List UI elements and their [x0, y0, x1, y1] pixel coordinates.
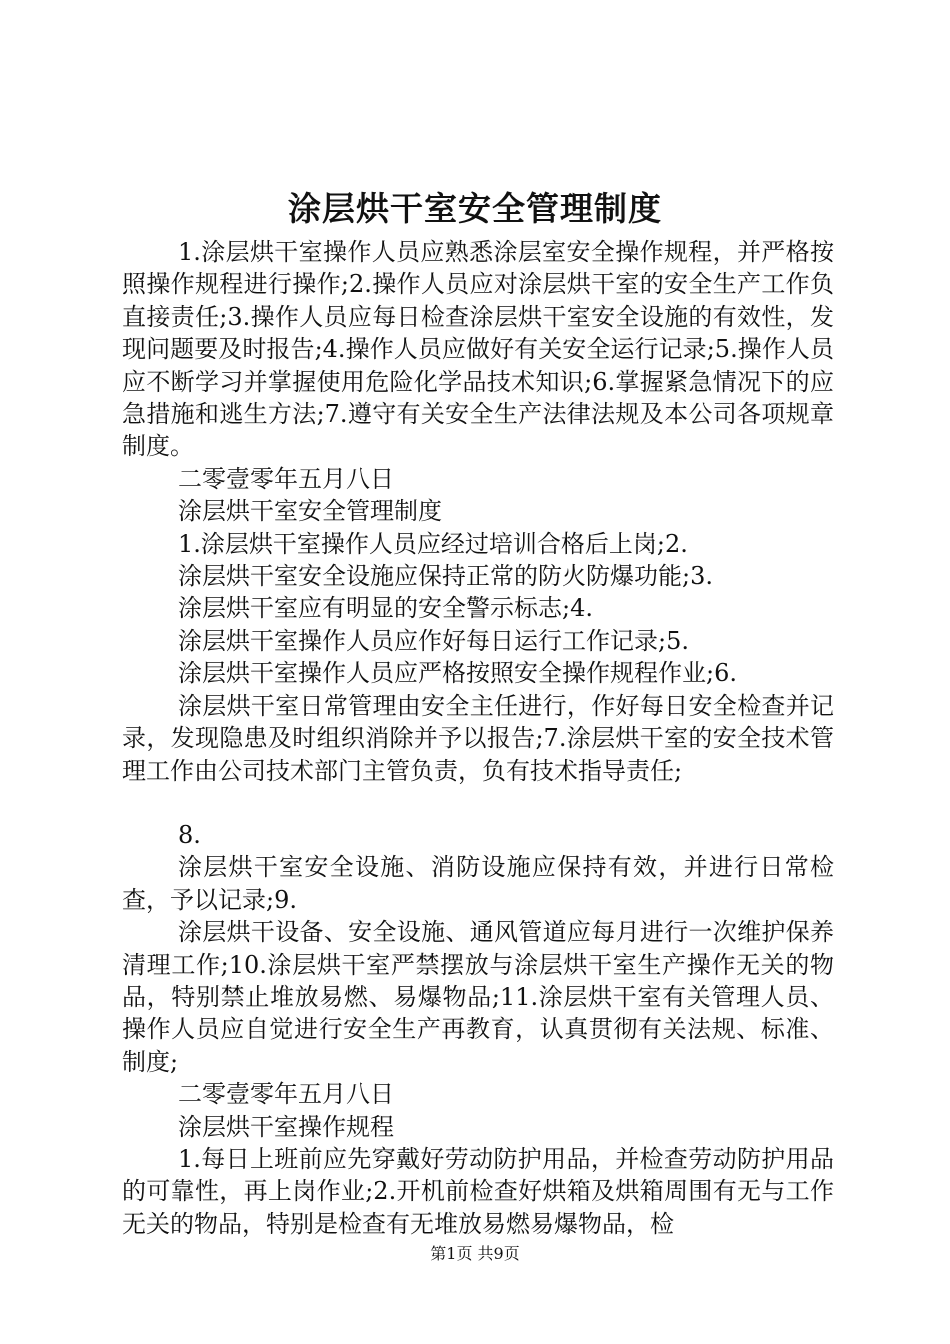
date-line: 二零壹零年五月八日	[178, 1080, 394, 1109]
rule-line: 涂层烘干室操作人员应严格按照安全操作规程作业;6.	[178, 659, 737, 688]
paragraph-maintenance: 涂层烘干设备、安全设施、通风管道应每月进行一次维护保养清理工作;10.涂层烘干室严禁摆放与涂层烘干室生产操作无关的物品，特别禁止堆放易燃、易爆物品;11.涂层烘干室有关管理人员、操作人员应自觉进行安全生产再教育，认真贯彻有关法规、标准、制度;	[122, 918, 834, 1076]
rule-line: 8.	[178, 820, 201, 849]
rule-line: 涂层烘干室安全设施应保持正常的防火防爆功能;3.	[178, 562, 713, 591]
document-body	[122, 236, 834, 1240]
section-title: 涂层烘干室安全管理制度	[178, 497, 442, 526]
page-number: 第1页 共9页	[430, 1244, 520, 1263]
paragraph-rules: 1.涂层烘干室操作人员应熟悉涂层室安全操作规程，并严格按照操作规程进行操作;2.操作人员应对涂层烘干室的安全生产工作负直接责任;3.操作人员应每日检查涂层烘干室安全设施的有效性，发现问题要及时报告;4.操作人员应做好有关安全运行记录;5.操作人员应不断学习并掌握使用危险化学品技术知识;6.掌握紧急情况下的应急措施和逃生方法;7.遵守有关安全生产法律法规及本公司各项规章制度。	[122, 238, 834, 461]
rule-line: 1.涂层烘干室操作人员应经过培训合格后上岗;2.	[178, 529, 688, 558]
rule-line: 涂层烘干室操作人员应作好每日运行工作记录;5.	[178, 626, 689, 655]
date-line: 二零壹零年五月八日	[178, 464, 394, 493]
rule-line: 涂层烘干室应有明显的安全警示标志;4.	[178, 594, 593, 623]
paragraph-operation: 1.每日上班前应先穿戴好劳动防护用品，并检查劳动防护用品的可靠性，再上岗作业;2.开机前检查好烘箱及烘箱周围有无与工作无关的物品，特别是检查有无堆放易燃易爆物品，检	[122, 1144, 834, 1238]
document-title: 涂层烘干室安全管理制度	[288, 189, 662, 228]
spacer	[122, 787, 834, 819]
paragraph-facilities: 涂层烘干室安全设施、消防设施应保持有效，并进行日常检查，予以记录;9.	[122, 853, 834, 914]
section-title: 涂层烘干室操作规程	[178, 1112, 394, 1141]
paragraph-management: 涂层烘干室日常管理由安全主任进行，作好每日安全检查并记录，发现隐患及时组织消除并予以报告;7.涂层烘干室的安全技术管理工作由公司技术部门主管负责，负有技术指导责任;	[122, 691, 834, 785]
